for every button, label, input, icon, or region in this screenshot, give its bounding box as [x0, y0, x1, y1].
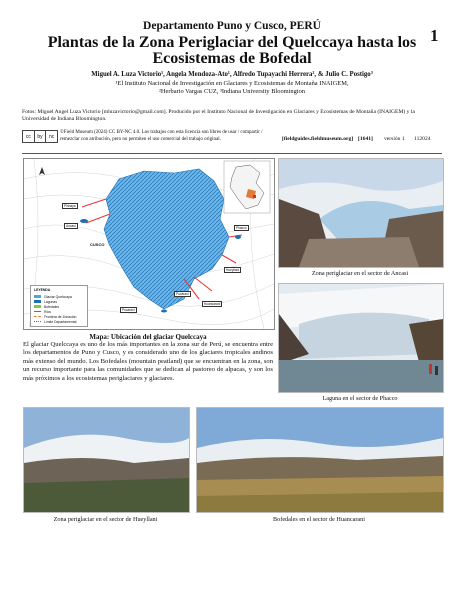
map-site-tag: Phinaya	[64, 204, 76, 208]
photo-huancarani	[196, 407, 444, 513]
affiliations	[20, 80, 444, 96]
authors: Miguel A. Luza Victorio¹, Angela Mendoza-Ato¹, Alfredo Tupayachi Herrera², & Julio C. Postigo³	[91, 71, 373, 78]
map-region-label: CUSCO	[90, 242, 105, 247]
guide-number: [1641]	[358, 136, 373, 142]
caption-ancasi: Zona periglaciar en el sector de Ancasi	[311, 270, 409, 277]
caption-hueyllani: Zona periglaciar en el sector de Hueyllani	[53, 516, 158, 523]
caption-phacco: Laguna en el sector de Phacco	[322, 395, 398, 402]
north-arrow-icon	[39, 167, 45, 175]
map-site-tag: Huancarani	[204, 302, 221, 306]
cc-license-badge	[22, 130, 58, 143]
legend-title: LEYENDA	[34, 288, 51, 292]
legend-item: Bofedales	[34, 304, 87, 309]
page-number: 1	[430, 26, 439, 45]
photo-hueyllani	[23, 407, 190, 513]
affiliation-2: ²Herbario Vargas CUZ, ³Indiana University Bloomington	[159, 88, 305, 95]
photo-ancasi-image	[279, 159, 443, 267]
legend-item: Frontera de Zonación	[34, 314, 87, 319]
cc-badge-item: nc	[49, 133, 55, 140]
photo-huancarani-image	[197, 408, 443, 512]
photo-phacco	[278, 283, 444, 393]
license-text: ©Field Museum (2024) CC BY-NC 4.0. Los trabajos con esta licencia son libres de usar / compartir / remezclar con atribución, pero no permiten el uso comercial del trabajo original.	[60, 130, 263, 142]
legend-item: Lagunas	[34, 299, 87, 304]
photo-hueyllani-image	[24, 408, 189, 512]
map-site-tag: Pucarani	[176, 292, 189, 296]
map-site-tag: Phacco	[236, 226, 247, 230]
map-site-tag: Pucarani	[122, 308, 135, 312]
divider	[22, 153, 442, 154]
department-heading: Departamento Puno y Cusco, PERÚ	[143, 20, 321, 32]
legend-item: Glaciar Quelccaya	[34, 294, 87, 299]
site-link[interactable]: [fieldguides.fieldmuseum.org]	[282, 136, 354, 142]
date-code: 112024	[414, 136, 431, 142]
version: versión 1	[384, 136, 405, 142]
map-caption: Mapa: Ubicación del glaciar Quelccaya	[89, 333, 207, 341]
map-site-tag: Hueyllani	[226, 268, 240, 272]
photo-ancasi	[278, 158, 444, 268]
peru-inset-map	[224, 161, 270, 213]
body-paragraph: El glaciar Quelccaya es uno de los más importantes en la zona sur de Perú, se encuentra entre los departamentos de Puno y Cusco, y es considerado uno de los glaciares tropicales andinos más extenso del mundo. Los Bofedales (mountain peatland) que se encuentran en la zona, son un recurso importante para las comunidades que se dedican al pastoreo de alpacas, y son los más próximos a los ecosistemas periglaciares y glaciares.	[23, 341, 273, 382]
affiliation-1: ¹El Instituto Nacional de Investigación en Glaciares y Ecosistemas de Montaña INAIGEM,	[115, 80, 349, 87]
map-legend	[30, 285, 88, 327]
photo-phacco-image	[279, 284, 443, 392]
legend-item: Límite Departamental	[34, 319, 87, 324]
page-title: Plantas de la Zona Periglaciar del Quelccaya hasta los Ecosistemas de Bofedal	[47, 34, 417, 67]
map-site-tag: Ancasi	[66, 224, 76, 228]
glacier-shape	[104, 169, 229, 309]
cc-badge-item: by	[35, 131, 47, 142]
photo-credits: Fotos: Miguel Angel Luza Victorio [mluzavictorio@gmail.com]. Producido por el Instituto Nacional de Investigación en Glaciares y Ecosistemas de Montaña (INAIGEM) y la Universidad de Indiana Bloomington.	[22, 109, 415, 122]
location-map	[23, 158, 275, 330]
legend-item: Ríos	[34, 309, 87, 314]
cc-badge-item: cc	[23, 131, 35, 142]
caption-huancarani: Bofedales en el sector de Huancarani	[273, 516, 365, 523]
